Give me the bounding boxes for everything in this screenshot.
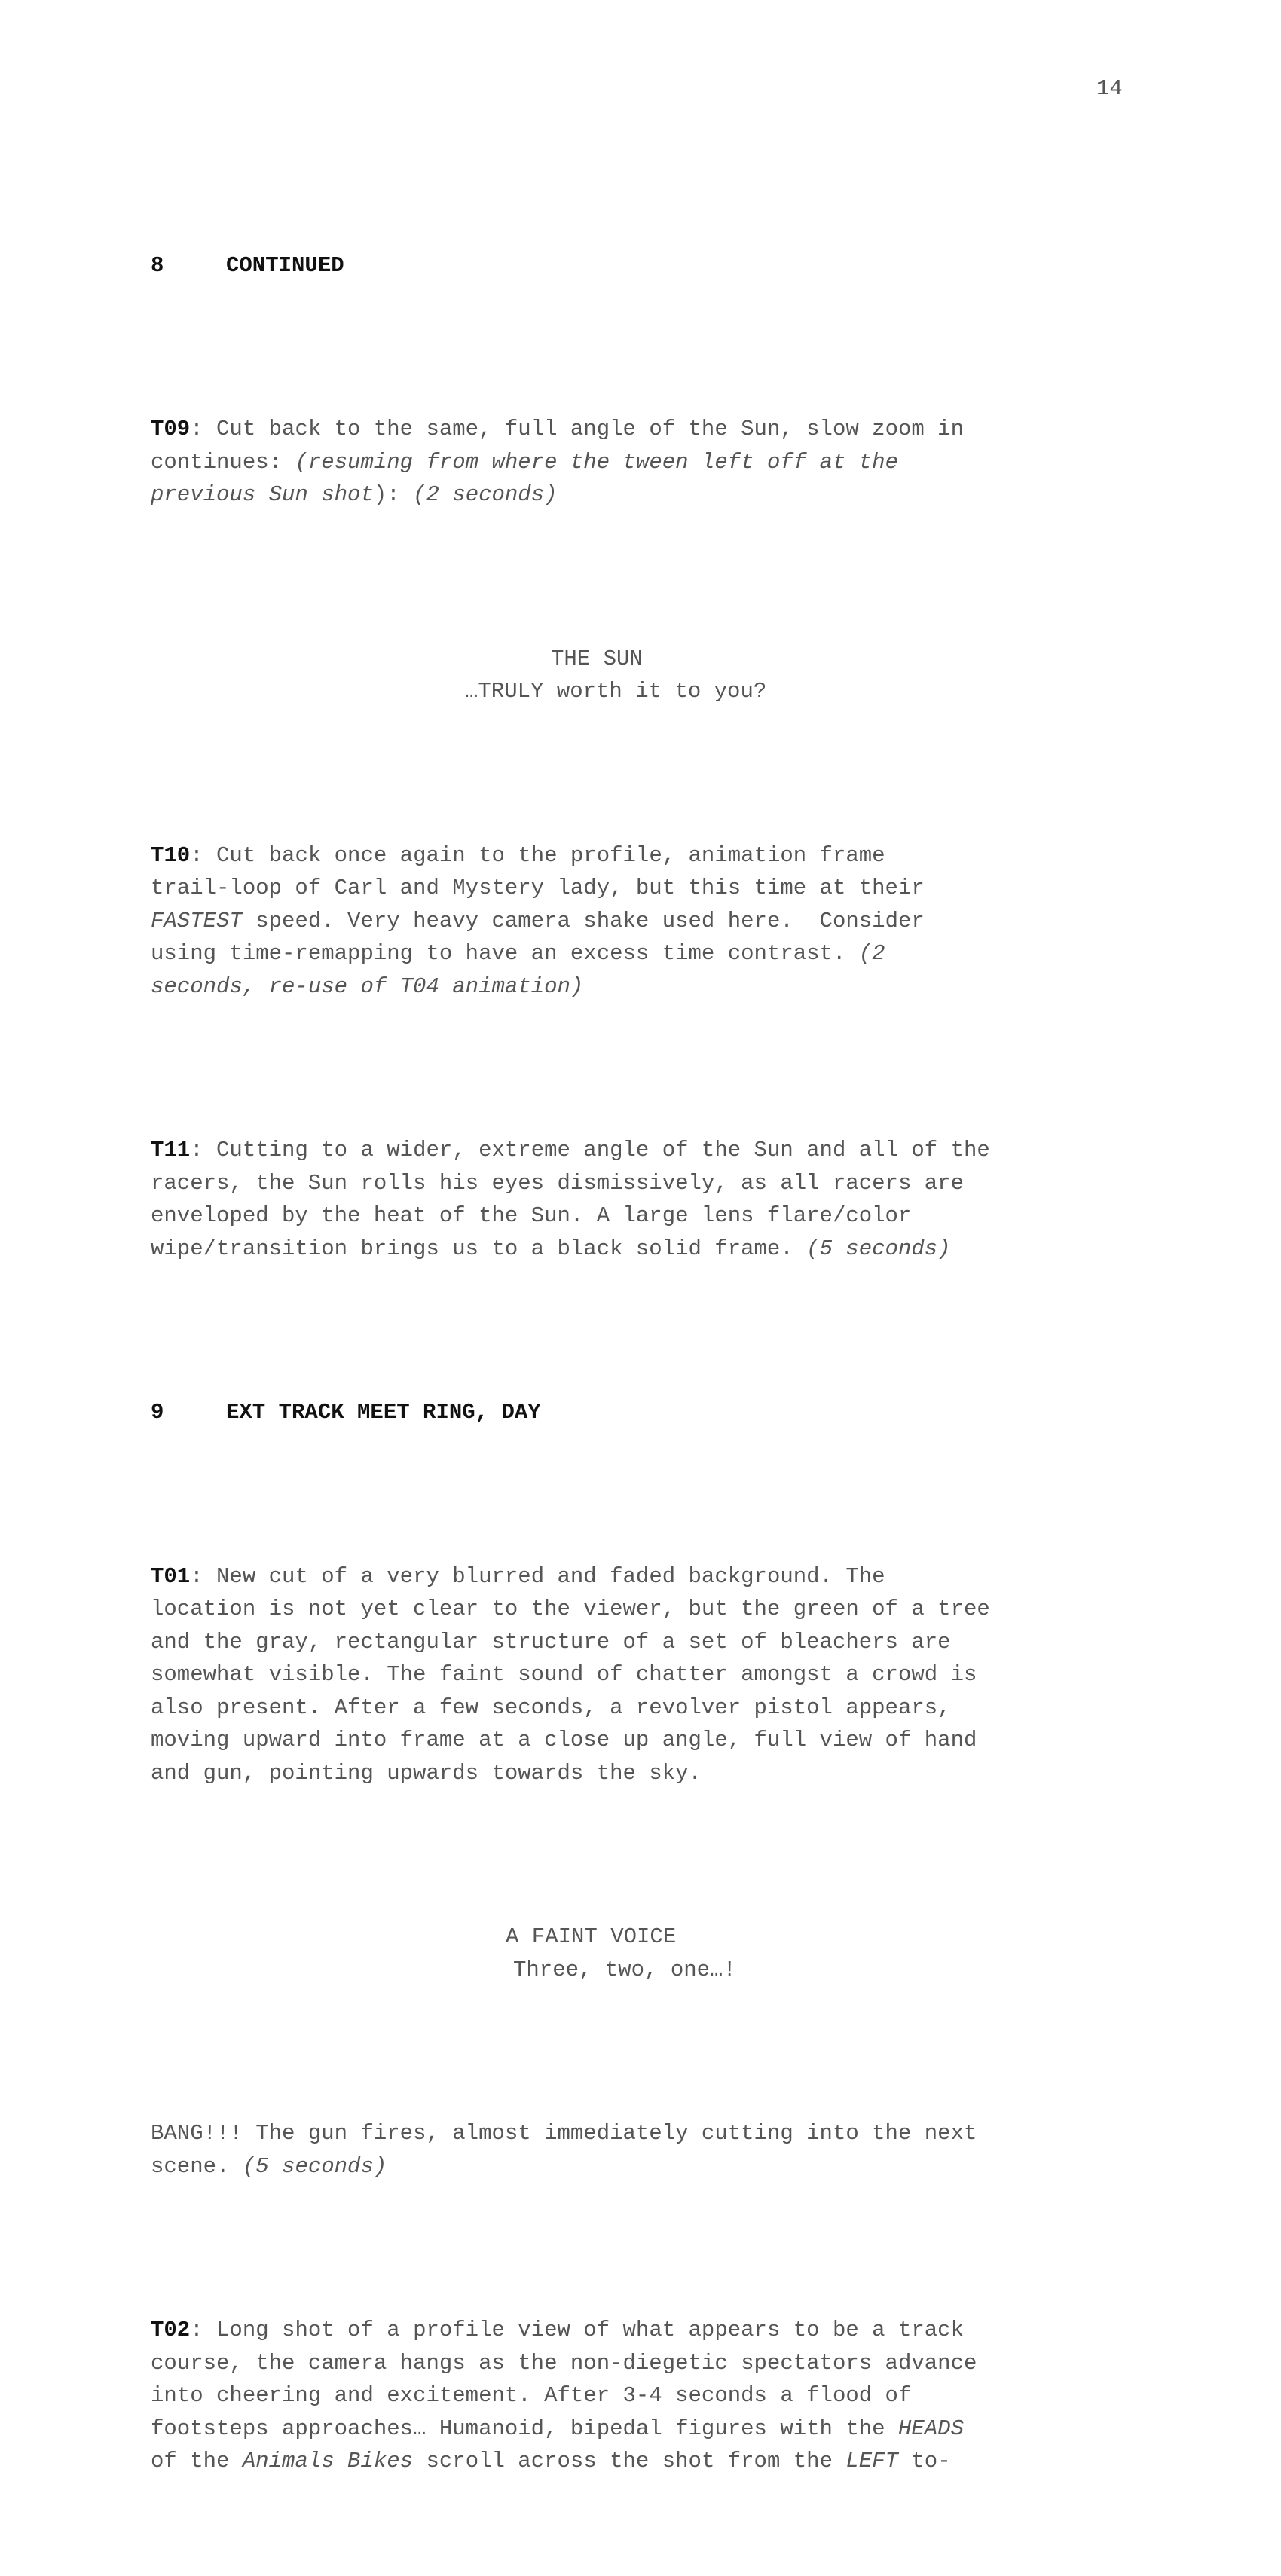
shot-text: and the gray, rectangular structure of a set of bleachers are — [151, 1629, 951, 1655]
shot-text: footsteps approaches… Humanoid, bipedal figures with the — [151, 2416, 898, 2441]
shot-text: ): — [373, 482, 414, 507]
shot-id: T02 — [151, 2318, 191, 2342]
shot-text: location is not yet clear to the viewer, but the green of a tree — [151, 1597, 990, 1621]
dialogue-line: Three, two, one…! — [513, 1957, 736, 1982]
shot-duration: (5 seconds) — [806, 1236, 951, 1261]
shot-emphasis: FASTEST — [151, 908, 243, 934]
shot-text: into cheering and excitement. After 3-4 seconds a flood of — [151, 2383, 912, 2408]
shot-emphasis: HEADS — [897, 2416, 964, 2441]
scene-heading-9 — [151, 1396, 1145, 1429]
shot-text: scroll across the shot from the — [413, 2449, 846, 2474]
shot-id: T01 — [151, 1563, 191, 1589]
scene-number: 8 — [151, 252, 164, 278]
shot-id: T10 — [151, 842, 191, 868]
action-text: BANG!!! The gun fires, almost immediately cutting into the next — [151, 2121, 977, 2146]
shot-text: using time-remapping to have an excess time contrast. — [151, 941, 859, 966]
shot-t02 — [151, 2314, 1145, 2478]
character-name: THE SUN — [551, 646, 643, 671]
shot-text: somewhat visible. The faint sound of chatter amongst a crowd is — [151, 1662, 977, 1687]
shot-text: : Cut back to the same, full angle of the Sun, slow zoom in — [190, 417, 964, 442]
character-name: A FAINT VOICE — [506, 1924, 677, 1949]
shot-text: speed. Very heavy camera shake used here. Consider — [242, 908, 925, 934]
script-content — [151, 151, 1145, 2576]
scene-number: 9 — [151, 1400, 164, 1425]
shot-id: T09 — [151, 417, 191, 442]
shot-t11 — [151, 1134, 1145, 1265]
dialogue-line: …TRULY worth it to you? — [465, 679, 767, 704]
shot-t01 — [151, 1560, 1145, 1790]
shot-text: continues: — [151, 449, 295, 475]
shot-duration: (5 seconds) — [242, 2153, 387, 2179]
shot-text: trail-loop of Carl and Mystery lady, but this time at their — [151, 875, 925, 900]
shot-text: : New cut of a very blurred and faded background. The — [190, 1563, 885, 1589]
scene-title: EXT TRACK MEET RING, DAY — [226, 1400, 541, 1425]
shot-duration: seconds, re-use of T04 animation) — [151, 973, 584, 999]
shot-text: moving upward into frame at a close up angle, full view of hand — [151, 1728, 977, 1752]
shot-id: T11 — [151, 1138, 191, 1163]
dialogue-block — [151, 643, 1145, 708]
shot-duration: (2 seconds) — [413, 482, 558, 507]
scene-heading-8 — [151, 249, 1145, 283]
shot-text: and gun, pointing upwards towards the sky. — [151, 1760, 702, 1786]
shot-text: enveloped by the heat of the Sun. A large lens flare/color — [151, 1203, 912, 1228]
dialogue-block — [151, 1921, 1145, 1986]
shot-text: wipe/transition brings us to a black solid frame. — [151, 1236, 807, 1261]
scene-title: CONTINUED — [226, 252, 344, 278]
shot-text: racers, the Sun rolls his eyes dismissively, as all racers are — [151, 1170, 964, 1196]
shot-note: (resuming from where the tween left off at the — [295, 449, 898, 475]
action-text: scene. — [151, 2153, 243, 2179]
shot-note: previous Sun shot — [151, 482, 374, 507]
shot-text: : Long shot of a profile view of what appears to be a track — [190, 2318, 964, 2342]
shot-text: of the — [151, 2449, 243, 2474]
shot-emphasis: Animals Bikes — [242, 2449, 414, 2474]
shot-text: : Cut back once again to the profile, animation frame — [190, 842, 885, 868]
shot-emphasis: LEFT — [845, 2449, 898, 2474]
shot-text: : Cutting to a wider, extreme angle of the Sun and all of the — [190, 1138, 990, 1163]
shot-t09 — [151, 413, 1145, 512]
shot-text: course, the camera hangs as the non-diegetic spectators advance — [151, 2350, 977, 2376]
page-number: 14 — [1096, 76, 1123, 101]
shot-text: also present. After a few seconds, a revolver pistol appears, — [151, 1694, 951, 1720]
shot-text: to- — [898, 2449, 951, 2474]
shot-t10 — [151, 839, 1145, 1004]
shot-duration: (2 — [858, 941, 885, 966]
action-bang — [151, 2117, 1145, 2183]
